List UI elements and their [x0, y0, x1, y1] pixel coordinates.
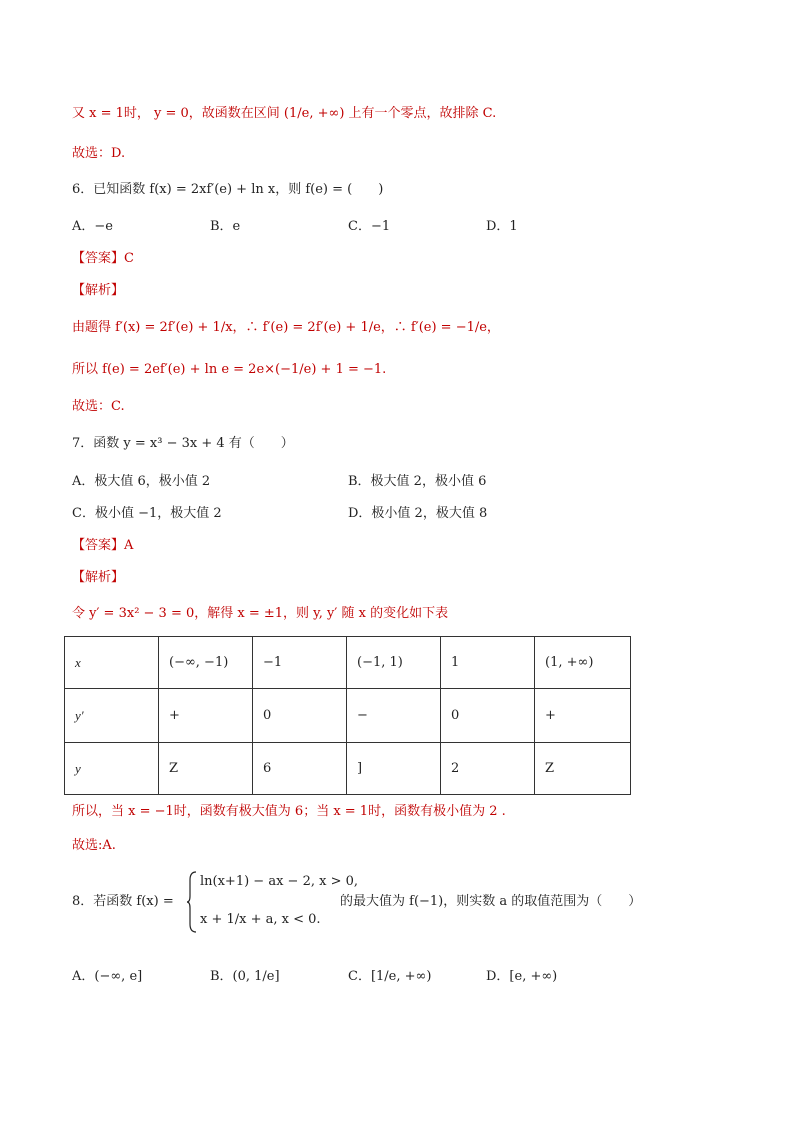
q8-tail: 的最大值为 f(−1)，则实数 a 的取值范围为（ ）: [340, 894, 642, 909]
table-cell: (1, +∞): [535, 637, 631, 689]
table-cell: 6: [253, 743, 347, 795]
table-cell: Z: [159, 743, 253, 795]
q5-conclusion: 又 x = 1时， y = 0，故函数在区间 (1/e, +∞) 上有一个零点，故排除 C.: [72, 106, 497, 121]
table-cell: +: [535, 689, 631, 743]
table-cell: y: [65, 743, 159, 795]
table-cell: 1: [441, 637, 535, 689]
table-cell: x: [65, 637, 159, 689]
table-row: [65, 637, 631, 689]
piecewise-brace-icon: [186, 870, 198, 934]
q6-option-a: A．−e: [72, 219, 113, 234]
q8-case-2: x + 1/x + a, x < 0.: [200, 912, 321, 927]
table-cell: 2: [441, 743, 535, 795]
q7-answer: 【答案】A: [72, 538, 134, 553]
q7-option-c: C．极小值 −1，极大值 2: [72, 506, 222, 521]
q6-analysis-heading: 【解析】: [72, 283, 125, 298]
table-cell: −: [347, 689, 441, 743]
table-cell: +: [159, 689, 253, 743]
q6-answer: 【答案】C: [72, 251, 134, 266]
q6-option-c: C．−1: [348, 219, 391, 234]
q6-step-1: 由题得 f′(x) = 2f′(e) + 1/x，∴ f′(e) = 2f′(e) + 1/e，∴ f′(e) = −1/e，: [72, 320, 500, 335]
table-cell: −1: [253, 637, 347, 689]
q8-option-d: D．[e, +∞): [486, 969, 558, 984]
q8-label: 8．若函数 f(x) =: [72, 894, 174, 909]
table-cell: 0: [441, 689, 535, 743]
table-cell: (−∞, −1): [159, 637, 253, 689]
q6-choice: 故选：C.: [72, 399, 125, 414]
q7-stem: 7．函数 y = x³ − 3x + 4 有（ ）: [72, 436, 294, 451]
q7-option-d: D．极小值 2，极大值 8: [348, 506, 488, 521]
q8-case-1: ln(x+1) − ax − 2, x > 0,: [200, 874, 358, 889]
q6-option-b: B．e: [210, 219, 241, 234]
q5-choice: 故选：D.: [72, 146, 126, 161]
table-cell: y′: [65, 689, 159, 743]
table-cell: ]: [347, 743, 441, 795]
q7-analysis-heading: 【解析】: [72, 570, 125, 585]
q6-step-2: 所以 f(e) = 2ef′(e) + ln e = 2e×(−1/e) + 1 = −1.: [72, 362, 387, 377]
q8-option-a: A．(−∞, e]: [72, 969, 143, 984]
q7-choice: 故选:A.: [72, 838, 116, 853]
q6-stem: 6．已知函数 f(x) = 2xf′(e) + ln x，则 f(e) = ( ): [72, 182, 384, 197]
table-row: [65, 743, 631, 795]
table-cell: Z: [535, 743, 631, 795]
q7-conclusion: 所以，当 x = −1时，函数有极大值为 6；当 x = 1时，函数有极小值为 2 .: [72, 804, 506, 819]
q7-step-1: 令 y′ = 3x² − 3 = 0，解得 x = ±1，则 y, y′ 随 x 的变化如下表: [72, 606, 449, 621]
table-cell: 0: [253, 689, 347, 743]
q7-option-b: B．极大值 2，极小值 6: [348, 474, 487, 489]
q8-option-b: B．(0, 1/e]: [210, 969, 280, 984]
q8-option-c: C．[1/e, +∞): [348, 969, 432, 984]
variation-table: [64, 636, 631, 795]
q6-option-d: D．1: [486, 219, 518, 234]
q7-option-a: A．极大值 6，极小值 2: [72, 474, 211, 489]
table-row: [65, 689, 631, 743]
table-cell: (−1, 1): [347, 637, 441, 689]
